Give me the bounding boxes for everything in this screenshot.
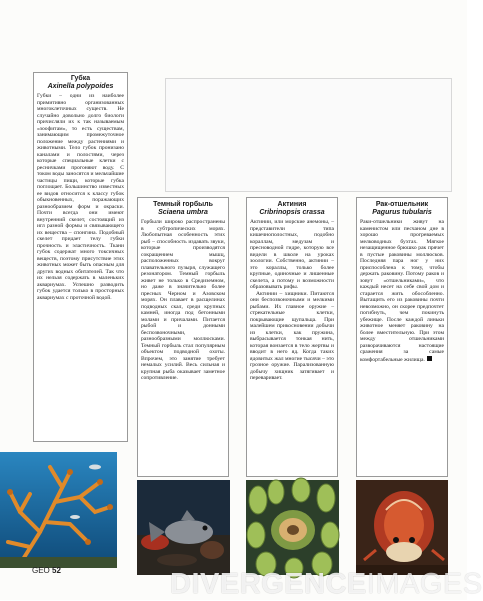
anemone-body-text-2: Актинии – хищники. Питаются они беспозвоночными и мелкими рыбами. Их главное оружие – стрекательные клетки, покрывающие щупальца. При малейшем прикосновении добычи из клетки, как пружина, выбрасывается тонкая нить, которая вонзается в тело жертвы и вводит в него яд. Когда таких ядовитых жал многие тысячи – это грозное оружие. Парализованную добычу хищник затягивает и переваривает. (250, 290, 334, 381)
corb-body-text: Горбыли широко распространены в субтропических морях. Любопытная особенность этих рыб – способность издавать звуки, которые производятся сокращением мышц, расположенных вокруг плавательного пузыря, служащего резонатором. Темный горбыль живет не только в Средиземном, но даже в значительно более пресных Черном и Азовском морях. Он плавает в расщелинах подводных скал, среди крупных камней, иногда под бетонными молами и причалами. Питается рыбой и донными беспозвоночными, разнообразными моллюсками. Темный горбыль стал популярным объектом подводной охоты. Впрочем, это занятие требует немалых усилий. Весь сильная и крупная рыба оказывает заметное сопротивление. (141, 219, 225, 381)
image-placeholder (165, 78, 452, 192)
sponge-latin-name: Axinella polypoides (47, 83, 114, 90)
sponge-illustration (0, 452, 117, 568)
crab-illustration (356, 480, 448, 575)
hermit-article (356, 197, 448, 477)
corb-latin-name: Sciaena umbra (158, 209, 208, 216)
anemone-body-text-1: Актинии, или морские анемоны, – представители типа кишечнополостных, подобно кораллам, медузам и пресноводной гидре, которую все видели в школе на уроках зоологии. Собственно, актинии – это кораллы, только более крупные, одиночные и лишенные скелета, а потому и возможности образовывать рифы. (250, 219, 334, 290)
watermark-bold: DIVERGENCE (170, 568, 367, 600)
sponge-title: Губка (70, 75, 91, 82)
anemone-article (246, 197, 338, 477)
hermit-body-span: Раки-отшельники живут на каменистом или песчаном дне в хорошо прогреваемых мелководных бухтах. Мягкое незащищенное брюшко рак прячет в пустые раковины моллюсков. Последняя пара ног у них приспособлена к тому, чтобы держать раковину. Потому раков и зовут «отшельниками», что каждый несет на себе свой дом и старается жить обособленно. Вытащить его из раковины почти невозможно, он скорее предпочтет погибнуть, чем покинуть убежище. После каждой линьки животное меняет раковину на более вместительную. При этом между отшельниками разворачиваются настоящие сражения за самые комфортабельные жилища. (360, 219, 444, 363)
page-number: 52 (52, 566, 61, 575)
corb-article (137, 197, 229, 477)
sponge-body-text: Губки – одни из наиболее примитивно организованных многоклеточных существ. Не случайно довольно долго биологи причисляли их к так называемым «зоофитам», то есть существам, занимающим промежуточное положение между растениями и животными. Тело губок пронизано каналами и полостями, через которые специальные клетки с ресничками прогоняют воду. С током воды заносятся и мельчайшие частицы пищи, которые губка поглощает. Большинство известных ее видов относится к классу губок обыкновенных, поражающих разнообразием форм и окраски. Почти всегда они имеют внутренний скелет, состоящий из игл разной формы и связывающего их вещества – спонгина. Подобный скелет придает телу губки прочность и эластичность. Ткани губок содержат много токсичных веществ, поэтому присутствие этих животных может быть опасным для других водных обитателей. Так что их нельзя содержать в маленьких аквариумах. Успешно разводить губок удается только в просторных аквариумах с проточной водой. (37, 93, 124, 301)
hermit-latin-name: Pagurus tubularis (372, 209, 432, 216)
anemone-title: Актиния (277, 201, 307, 208)
watermark (170, 568, 483, 601)
page-footer (32, 566, 61, 575)
sponge-article (33, 72, 128, 442)
corb-photo (137, 480, 230, 575)
fish-illustration (137, 480, 230, 575)
anemone-photo (246, 480, 339, 575)
magazine-name: GEO (32, 566, 50, 575)
anemone-illustration (246, 480, 339, 575)
end-of-article-mark (427, 356, 432, 361)
anemone-latin-name: Cribrinopsis crassa (259, 209, 325, 216)
watermark-thin: IMAGES (366, 568, 483, 600)
hermit-title: Рак-отшельник (375, 201, 429, 208)
hermit-photo (356, 480, 448, 575)
hermit-body-text (360, 219, 444, 363)
corb-title: Темный горбыль (153, 201, 213, 208)
sponge-photo (0, 452, 117, 568)
